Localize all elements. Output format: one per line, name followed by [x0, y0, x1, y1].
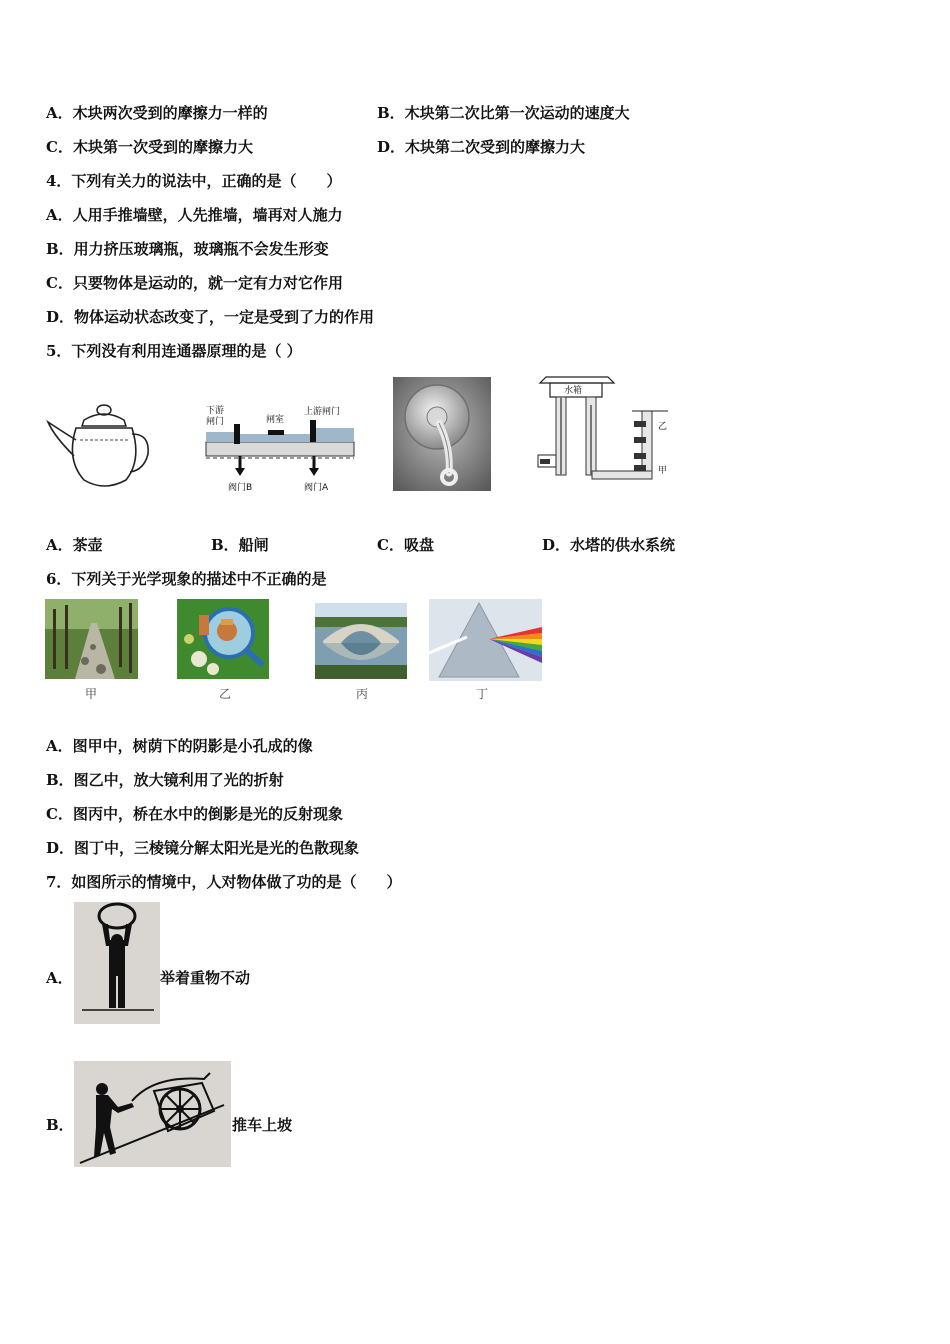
tower-tank-label: 水箱	[564, 386, 583, 396]
tree-shade-photo	[45, 599, 138, 679]
prism-dispersion-photo	[429, 599, 542, 681]
magnifier-photo	[177, 599, 269, 679]
caption-bing: 丙	[356, 687, 369, 701]
q3-option-c: C．木块第一次受到的摩擦力大	[46, 138, 253, 156]
lock-chamber-label: 闸室	[266, 415, 285, 425]
ship-lock-figure	[204, 402, 356, 494]
q5-stem: 5．下列没有利用连通器原理的是（ ）	[46, 342, 302, 360]
lock-valve-b-label: 阀门B	[228, 483, 253, 493]
q6-option-a: A．图甲中，树荫下的阴影是小孔成的像	[46, 737, 313, 755]
q7-stem: 7．如图所示的情境中，人对物体做了功的是（ ）	[46, 873, 402, 891]
teapot-figure	[44, 400, 154, 492]
hold-weight-figure	[74, 902, 160, 1024]
q4-option-b: B．用力挤压玻璃瓶，玻璃瓶不会发生形变	[46, 240, 329, 258]
q5-option-d: D．水塔的供水系统	[542, 536, 676, 554]
q4-option-a: A．人用手推墙壁，人先推墙，墙再对人施力	[46, 206, 343, 224]
q5-option-c: C．吸盘	[377, 536, 434, 554]
q5-option-b: B．船闸	[211, 536, 269, 554]
q4-stem: 4．下列有关力的说法中，正确的是（ ）	[46, 172, 342, 190]
lock-valve-a-label: 阀门A	[304, 483, 329, 493]
caption-ding: 丁	[476, 687, 489, 701]
lock-upstream-gate-label: 上游闸门	[304, 407, 341, 417]
caption-jia: 甲	[85, 687, 98, 701]
q3-option-a: A．木块两次受到的摩擦力一样的	[46, 104, 268, 122]
q6-option-c: C．图丙中，桥在水中的倒影是光的反射现象	[46, 805, 343, 823]
q6-stem: 6．下列关于光学现象的描述中不正确的是	[46, 570, 327, 588]
q3-option-b: B．木块第二次比第一次运动的速度大	[377, 104, 630, 122]
q7-option-a-label: A．	[46, 969, 73, 987]
q4-option-d: D．物体运动状态改变了，一定是受到了力的作用	[46, 308, 375, 326]
q3-option-d: D．木块第二次受到的摩擦力大	[377, 138, 586, 156]
lock-downstream-gate-label: 下游 闸门	[206, 406, 225, 427]
push-cart-figure	[74, 1061, 231, 1167]
tower-jia-label: 甲	[658, 466, 668, 476]
q4-option-c: C．只要物体是运动的，就一定有力对它作用	[46, 274, 343, 292]
tower-yi-label: 乙	[658, 422, 668, 432]
q6-option-d: D．图丁中，三棱镜分解太阳光是光的色散现象	[46, 839, 360, 857]
q7-option-b-text: 推车上坡	[232, 1116, 293, 1134]
q6-option-b: B．图乙中，放大镜利用了光的折射	[46, 771, 284, 789]
bridge-reflection-photo	[315, 603, 407, 679]
water-tower-figure	[536, 375, 676, 487]
q7-option-b-label: B．	[46, 1116, 74, 1134]
caption-yi: 乙	[219, 687, 232, 701]
q7-option-a-text: 举着重物不动	[160, 969, 251, 987]
suction-cup-figure	[393, 377, 491, 491]
q5-option-a: A．茶壶	[46, 536, 103, 554]
